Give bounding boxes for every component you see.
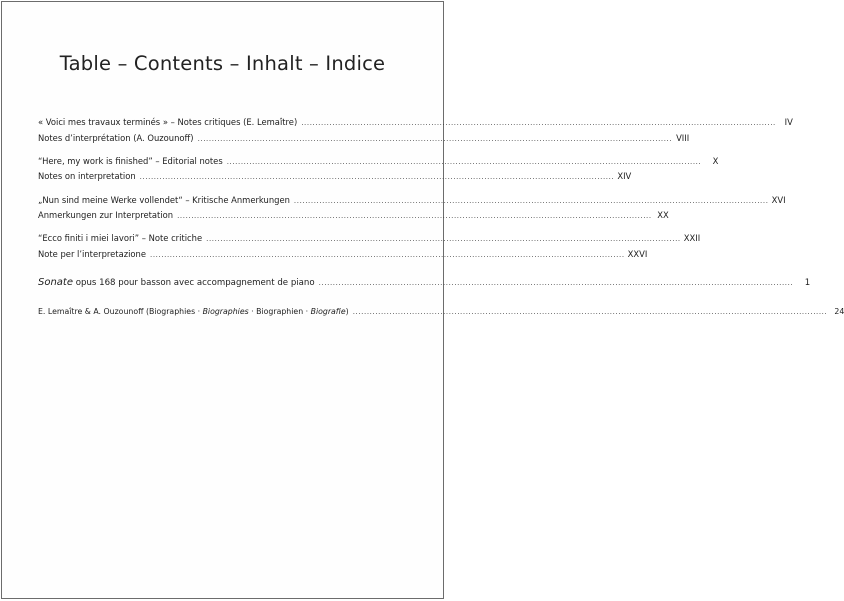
leader-dots: ........................................................................................................................................................................ [206, 235, 681, 243]
leader-dots: ........................................................................................................................................................................ [197, 135, 673, 143]
toc-page-number: X [712, 156, 719, 166]
bio-german: · Biographien · [248, 307, 311, 316]
toc-entry-en-interpretation [38, 169, 632, 183]
leader-dots: ........................................................................................................................................................................ [150, 251, 625, 259]
toc-entry-it-interpretation [38, 247, 648, 261]
toc-page-number: XVI [771, 195, 786, 205]
sonata-title: Sonate [38, 277, 74, 288]
toc-entry-label: Notes on interpretation [38, 171, 136, 181]
toc-entry-en-editorial-notes [38, 154, 719, 168]
bio-italian: Biografie [310, 307, 346, 316]
toc-entry-label: Note per l’interpretazione [38, 249, 147, 259]
toc-entry-label: « Voici mes travaux terminés » – Notes critiques (E. Lemaître) [38, 117, 298, 127]
leader-dots: ........................................................................................................................................................................ [352, 308, 828, 316]
toc-entry-biographies [38, 305, 844, 319]
leader-dots: ........................................................................................................................................................................ [301, 119, 776, 127]
toc-entry-label: „Nun sind meine Werke vollendet“ – Kritische Anmerkungen [38, 195, 290, 205]
toc-page-number: XXVI [627, 249, 648, 259]
toc-entry-label: “Ecco finiti i miei lavori” – Note critiche [38, 233, 203, 243]
toc-page-number: XX [657, 210, 669, 220]
toc-entry-sonata [38, 276, 811, 290]
toc-entry-fr-interpretation [38, 131, 690, 145]
toc-page-number: 1 [804, 278, 811, 288]
page-title: Table – Contents – Inhalt – Indice [59, 52, 386, 75]
toc-page-number: IV [784, 117, 793, 127]
leader-dots: ........................................................................................................................................................................ [139, 173, 615, 181]
leader-dots: ........................................................................................................................................................................ [293, 197, 769, 205]
toc-entry-de-interpretation [38, 208, 669, 222]
bio-english: Biographies [202, 307, 249, 316]
bio-suffix: ) [345, 307, 349, 316]
toc-entry-fr-critical-notes [38, 115, 793, 129]
page [1, 1, 844, 599]
toc-entry-label: Notes d’interprétation (A. Ouzounoff) [38, 133, 194, 143]
toc-page-number: VIII [676, 133, 690, 143]
toc-entry-de-critical-notes [38, 193, 786, 207]
bio-prefix: E. Lemaître & A. Ouzounoff (Biographies · [38, 307, 203, 316]
toc-entry-label: Anmerkungen zur Interpretation [38, 210, 174, 220]
leader-dots: ........................................................................................................................................................................ [226, 158, 702, 166]
leader-dots: ........................................................................................................................................................................ [177, 212, 652, 220]
toc-page-number: XXII [683, 233, 701, 243]
sonata-subtitle: opus 168 pour basson avec accompagnement de piano [73, 278, 315, 288]
toc-page-number: XIV [617, 171, 632, 181]
leader-dots: ........................................................................................................................................................................ [318, 279, 794, 287]
toc-page-number: 24 [834, 307, 844, 316]
toc-entry-label [38, 276, 315, 290]
toc-entry-label: “Here, my work is finished” – Editorial notes [38, 156, 223, 166]
toc-entry-label [38, 305, 349, 319]
toc-entry-it-critical-notes [38, 231, 701, 245]
